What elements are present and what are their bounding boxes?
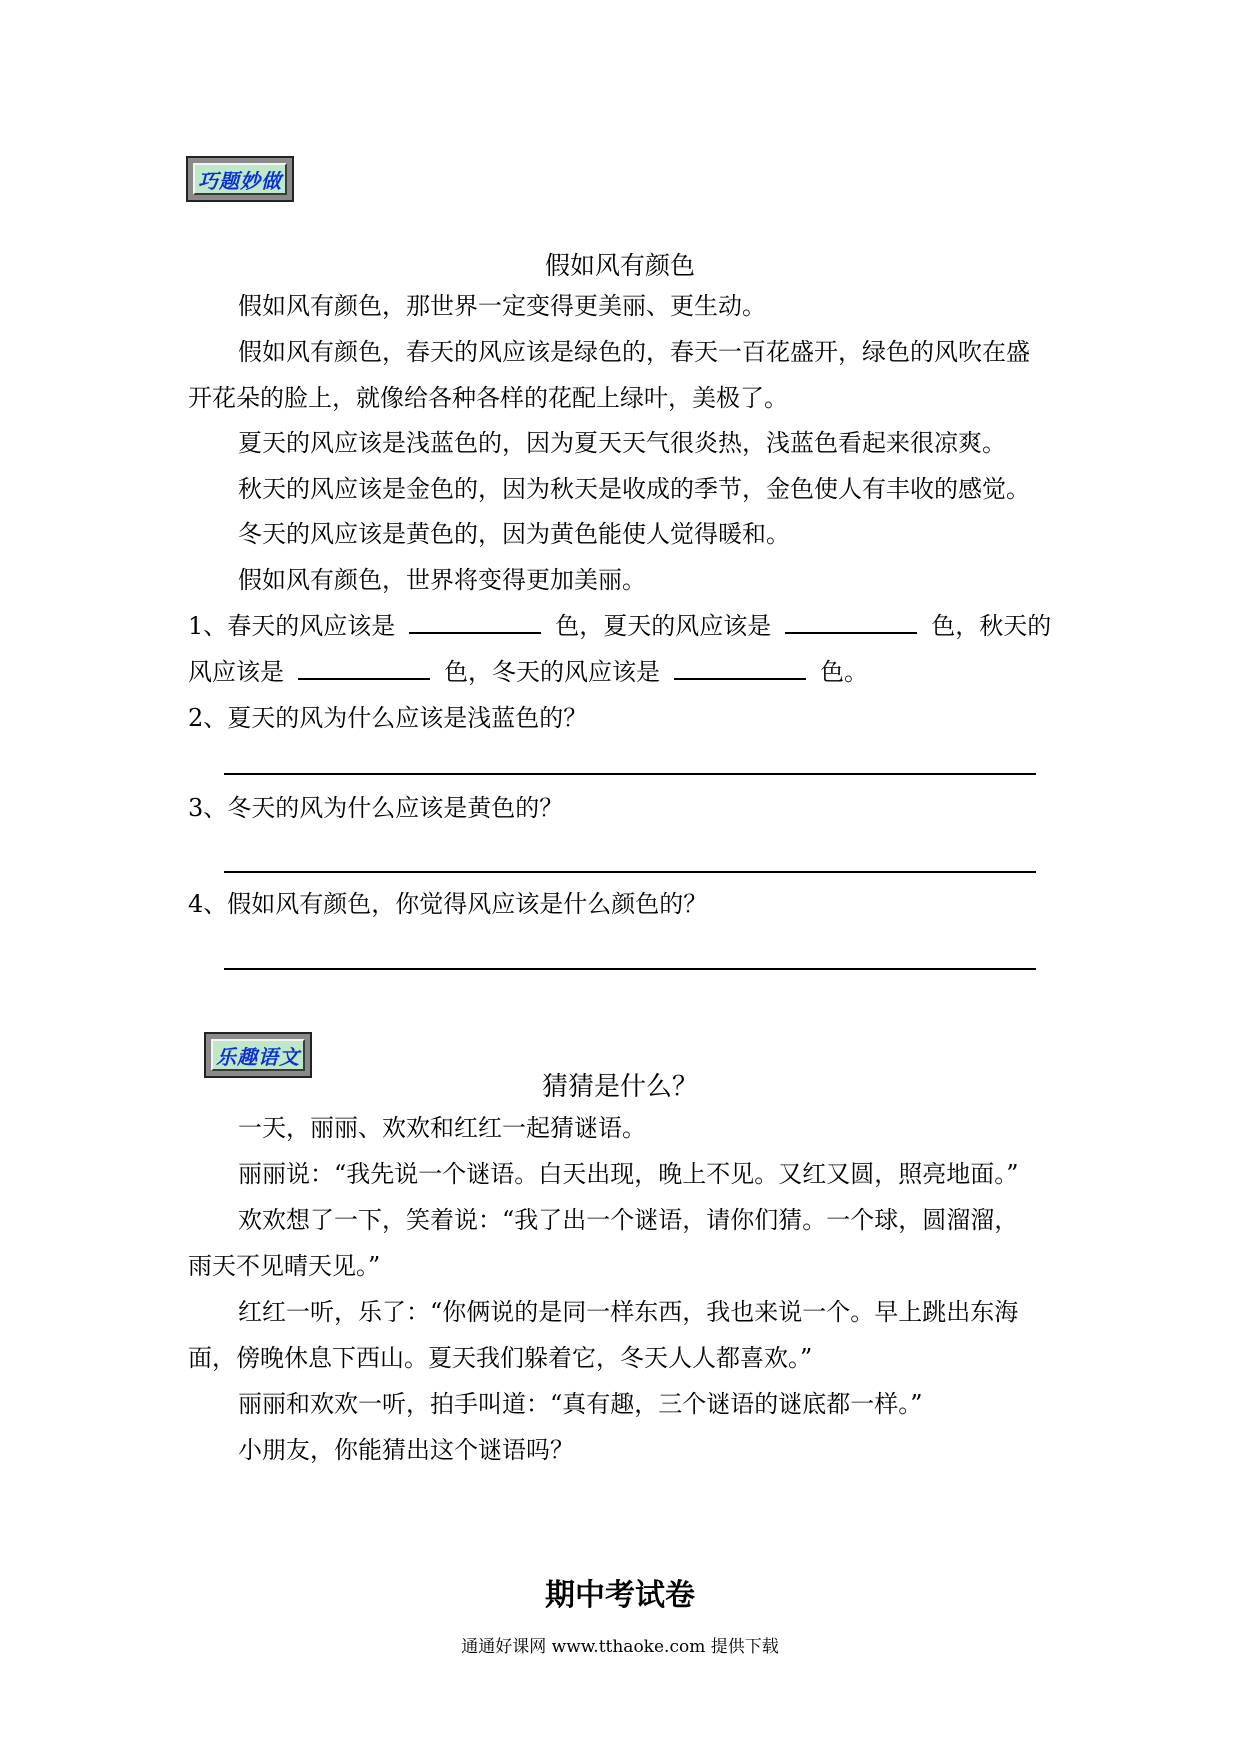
section-badge-label: 巧题妙做 [193, 163, 287, 195]
paragraph: 丽丽和欢欢一听，拍手叫道：“真有趣，三个谜语的谜底都一样。” [238, 1390, 923, 1418]
exam-title: 期中考试卷 [545, 1578, 695, 1613]
paragraph-continuation: 雨天不见晴天见。” [188, 1252, 381, 1280]
question-text: 色，秋天的 [931, 612, 1052, 640]
passage-title: 猜猜是什么？ [541, 1072, 698, 1102]
fill-blank-winter[interactable] [674, 658, 806, 680]
question-text: 色。 [820, 658, 868, 686]
question-text: 色，夏天的风应该是 [555, 612, 772, 640]
question-4: 4、假如风有颜色，你觉得风应该是什么颜色的？ [188, 890, 708, 918]
footer-text: 通通好课网 www.tthaoke.com 提供下载 [461, 1637, 779, 1657]
question-1-line-1 [188, 611, 1051, 641]
section-badge-label: 乐趣语文 [211, 1039, 305, 1071]
paragraph: 假如风有颜色，世界将变得更加美丽。 [238, 566, 646, 594]
paragraph: 夏天的风应该是浅蓝色的，因为夏天天气很炎热，浅蓝色看起来很凉爽。 [238, 429, 1006, 457]
paragraph-continuation: 面，傍晚休息下西山。夏天我们躲着它，冬天人人都喜欢。” [188, 1344, 813, 1372]
question-text: 1、春天的风应该是 [188, 612, 396, 640]
paragraph: 冬天的风应该是黄色的，因为黄色能使人觉得暖和。 [238, 520, 790, 548]
question-text: 风应该是 [188, 658, 284, 686]
answer-line-3[interactable] [224, 871, 1036, 873]
answer-line-4[interactable] [224, 968, 1036, 970]
paragraph-continuation: 开花朵的脸上，就像给各种各样的花配上绿叶，美极了。 [188, 384, 788, 412]
paragraph: 红红一听，乐了：“你俩说的是同一样东西，我也来说一个。早上跳出东海 [238, 1298, 1019, 1326]
fill-blank-spring[interactable] [409, 612, 541, 634]
question-2: 2、夏天的风为什么应该是浅蓝色的？ [188, 704, 588, 732]
answer-line-2[interactable] [224, 773, 1036, 775]
paragraph: 一天，丽丽、欢欢和红红一起猜谜语。 [238, 1114, 646, 1142]
passage-title: 假如风有颜色 [544, 251, 695, 280]
paragraph: 丽丽说：“我先说一个谜语。白天出现，晚上不见。又红又圆，照亮地面。” [238, 1160, 1019, 1188]
paragraph: 假如风有颜色，春天的风应该是绿色的，春天一百花盛开，绿色的风吹在盛 [238, 338, 1030, 366]
paragraph: 假如风有颜色，那世界一定变得更美丽、更生动。 [238, 292, 766, 320]
paragraph: 小朋友，你能猜出这个谜语吗？ [238, 1436, 574, 1464]
fill-blank-autumn[interactable] [298, 658, 430, 680]
question-text: 色，冬天的风应该是 [444, 658, 660, 686]
paragraph: 欢欢想了一下，笑着说：“我了出一个谜语，请你们猜。一个球，圆溜溜， [238, 1206, 1019, 1234]
question-3: 3、冬天的风为什么应该是黄色的？ [188, 794, 564, 822]
fill-blank-summer[interactable] [785, 612, 917, 634]
section-badge-qiaoti [186, 156, 294, 202]
question-1-line-2 [188, 657, 868, 687]
paragraph: 秋天的风应该是金色的，因为秋天是收成的季节，金色使人有丰收的感觉。 [238, 475, 1030, 503]
